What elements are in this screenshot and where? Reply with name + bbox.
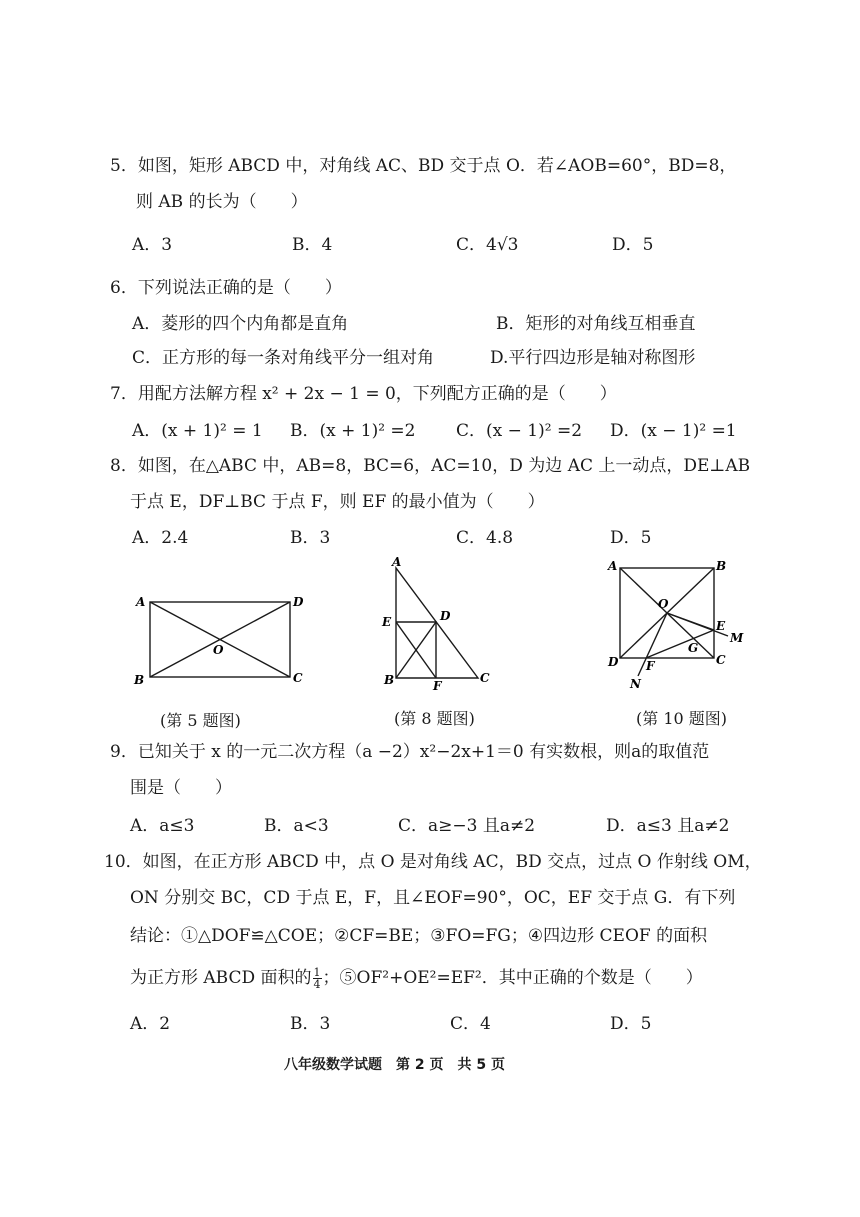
q6-option-c: C．正方形的每一条对角线平分一组对角 bbox=[132, 348, 435, 368]
figure-5-rectangle bbox=[130, 590, 310, 690]
fig10-label-c: C bbox=[716, 653, 726, 667]
fig10-caption: (第 10 题图) bbox=[636, 709, 728, 728]
q10-fraction-denominator: 4 bbox=[313, 978, 321, 991]
q10-line4-pre: 为正方形 ABCD 面积的 bbox=[130, 968, 312, 988]
q9-option-b: B．a<3 bbox=[264, 816, 329, 836]
q10-option-b: B．3 bbox=[290, 1014, 331, 1034]
fig10-label-n: N bbox=[630, 677, 641, 691]
fig8-label-a: A bbox=[392, 556, 402, 569]
fig10-label-m: M bbox=[730, 631, 744, 645]
q5-line1: 5．如图，矩形 ABCD 中，对角线 AC、BD 交于点 O．若∠AOB=60°，BD=8， bbox=[110, 156, 737, 176]
fig10-label-o: O bbox=[658, 597, 669, 611]
q9-option-d: D．a≤3 且a≠2 bbox=[606, 816, 730, 836]
fig10-label-f: F bbox=[646, 659, 655, 673]
q5-option-c: C．4√3 bbox=[456, 235, 519, 255]
q9-line2: 围是（ ） bbox=[130, 778, 232, 798]
q9-line1: 9．已知关于 x 的一元二次方程（a −2）x²−2x+1＝0 有实数根，则a的取值范 bbox=[110, 742, 710, 762]
q7-option-c: C．(x − 1)² =2 bbox=[456, 421, 583, 441]
fig10-label-g: G bbox=[688, 641, 699, 655]
fig10-label-b: B bbox=[716, 559, 727, 573]
fig5-label-b: B bbox=[134, 673, 145, 687]
q10-line2: ON 分别交 BC，CD 于点 E，F，且∠EOF=90°，OC，EF 交于点 G．有下列 bbox=[130, 888, 736, 908]
fig10-label-e: E bbox=[716, 619, 726, 633]
fig5-label-d: D bbox=[293, 595, 304, 609]
fig8-label-b: B bbox=[384, 673, 395, 687]
fig8-label-d: D bbox=[440, 609, 451, 623]
q10-line1: 10．如图，在正方形 ABCD 中，点 O 是对角线 AC，BD 交点，过点 O 作射线 OM， bbox=[104, 852, 762, 872]
q6-option-b: B．矩形的对角线互相垂直 bbox=[496, 314, 696, 334]
q5-line2: 则 AB 的长为（ ） bbox=[136, 192, 308, 212]
fig8-label-e: E bbox=[382, 615, 392, 629]
q6-stem: 6．下列说法正确的是（ ） bbox=[110, 278, 342, 298]
q10-option-c: C．4 bbox=[450, 1014, 491, 1034]
fig10-label-a: A bbox=[608, 559, 618, 573]
q8-line1: 8．如图，在△ABC 中，AB=8，BC=6，AC=10，D 为边 AC 上一动点，DE⊥AB bbox=[110, 456, 751, 476]
q7-option-b: B．(x + 1)² =2 bbox=[290, 421, 416, 441]
q8-option-b: B．3 bbox=[290, 528, 331, 548]
q5-option-d: D．5 bbox=[612, 235, 654, 255]
page-footer: 八年级数学试题 第 2 页 共 5 页 bbox=[284, 1057, 505, 1073]
fig5-label-o: O bbox=[213, 643, 224, 657]
fig8-label-f: F bbox=[433, 679, 442, 693]
q8-option-d: D．5 bbox=[610, 528, 652, 548]
q9-option-a: A．a≤3 bbox=[130, 816, 195, 836]
q9-option-c: C．a≥−3 且a≠2 bbox=[398, 816, 536, 836]
q10-fraction-numerator: 1 bbox=[313, 966, 321, 979]
q5-option-a: A．3 bbox=[132, 235, 173, 255]
q6-option-d: D.平行四边形是轴对称图形 bbox=[490, 348, 696, 368]
q7-option-d: D．(x − 1)² =1 bbox=[610, 421, 737, 441]
q8-option-a: A．2.4 bbox=[132, 528, 189, 548]
fig8-caption: (第 8 题图) bbox=[394, 709, 475, 728]
fig5-caption: (第 5 题图) bbox=[160, 711, 241, 730]
q8-option-c: C．4.8 bbox=[456, 528, 514, 548]
q5-option-b: B．4 bbox=[292, 235, 333, 255]
q7-stem: 7．用配方法解方程 x² + 2x − 1 = 0，下列配方正确的是（ ） bbox=[110, 384, 617, 404]
q6-option-a: A．菱形的四个内角都是直角 bbox=[132, 314, 349, 334]
q8-line2: 于点 E，DF⊥BC 于点 F，则 EF 的最小值为（ ） bbox=[130, 492, 545, 512]
q10-option-d: D．5 bbox=[610, 1014, 652, 1034]
q10-option-a: A．2 bbox=[130, 1014, 171, 1034]
figure-10-square bbox=[600, 556, 750, 692]
fig5-label-a: A bbox=[136, 595, 146, 609]
fig5-label-c: C bbox=[293, 671, 303, 685]
q7-option-a: A．(x + 1)² = 1 bbox=[132, 421, 263, 441]
q10-line3: 结论：①△DOF≌△COE；②CF=BE；③FO=FG；④四边形 CEOF 的面积 bbox=[130, 926, 708, 946]
q10-fraction bbox=[313, 967, 322, 990]
q10-line4 bbox=[130, 966, 703, 990]
q10-line4-post: ；⑤OF²+OE²=EF²．其中正确的个数是（ ） bbox=[322, 968, 703, 988]
fig8-label-c: C bbox=[480, 671, 490, 685]
fig10-label-d: D bbox=[608, 655, 619, 669]
figure-8-triangle bbox=[378, 556, 498, 696]
